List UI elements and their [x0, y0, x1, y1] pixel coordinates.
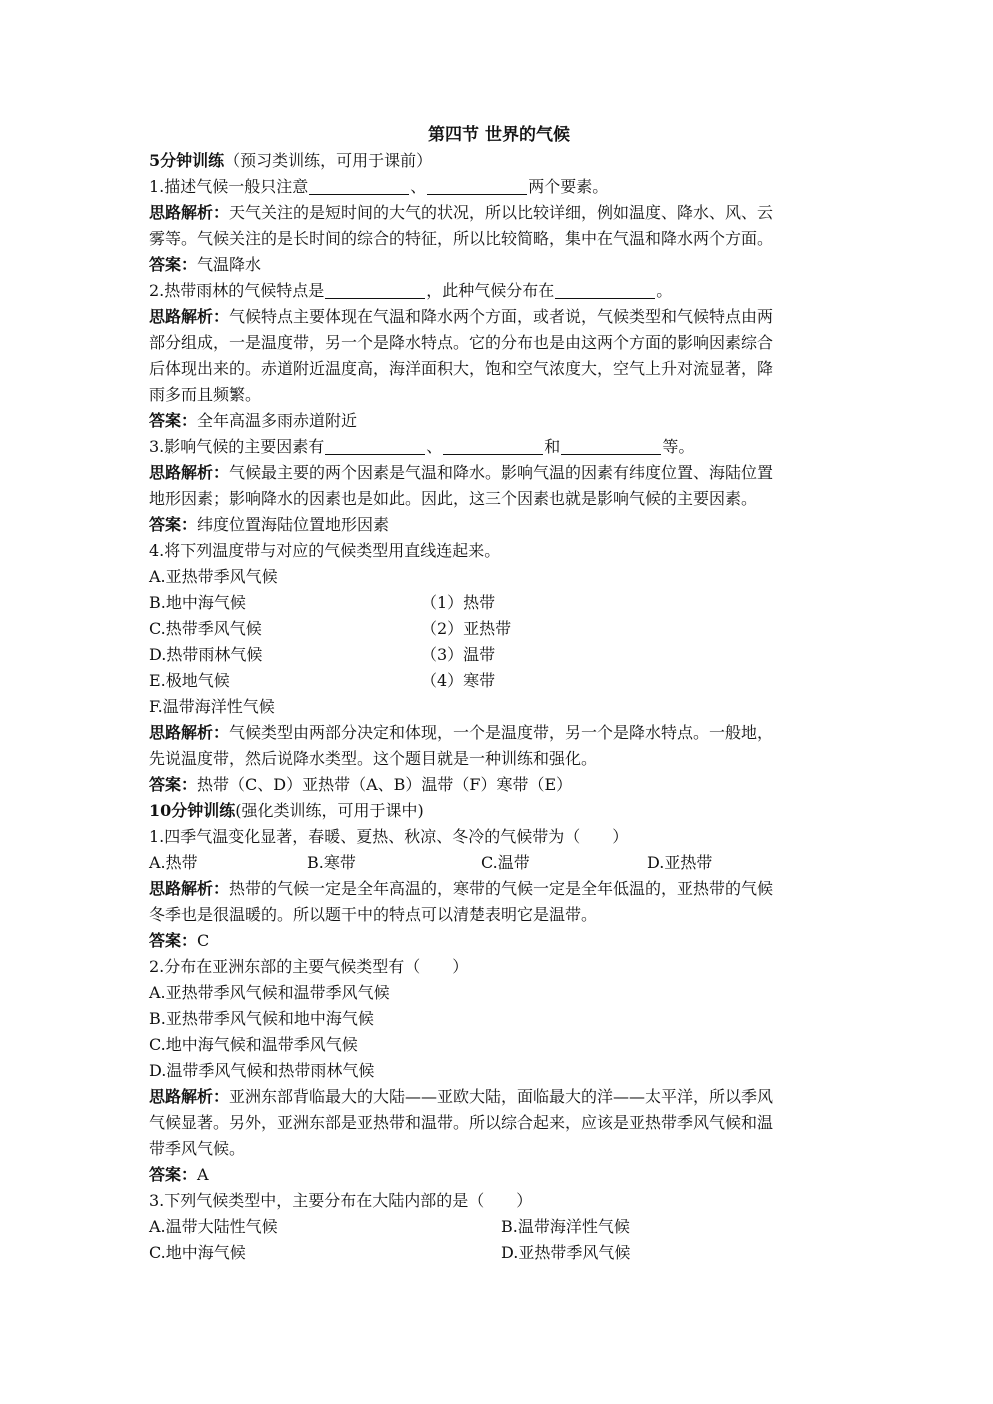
question-text: 2.热带雨林的气候特点是 [149, 281, 325, 300]
option-item: D.热带雨林气候 [149, 645, 263, 664]
analysis-line [149, 304, 849, 330]
analysis-line [149, 876, 849, 902]
analysis-line [149, 460, 849, 486]
answer-label: 答案： [149, 775, 198, 794]
section-heading-10min [149, 798, 849, 824]
analysis-text: 天气关注的是短时间的大气的状况，所以比较详细，例如温度、降水、风、云 [229, 203, 774, 222]
match-target: （1）热带 [421, 593, 496, 612]
option-item: D.亚热带 [647, 853, 713, 872]
option-item: C.温带 [481, 853, 530, 872]
analysis-text: 气候类型由两部分决定和体现，一个是温度带，另一个是降水特点。一般地， [229, 723, 774, 742]
answer-label: 答案： [149, 255, 198, 274]
analysis-label: 思路解析： [149, 307, 230, 326]
analysis-line: 冬季也是很温暖的。所以题干中的特点可以清楚表明它是温带。 [149, 905, 598, 924]
answer-label: 答案： [149, 411, 198, 430]
answer-text: A [197, 1165, 209, 1184]
question-2: 2.分布在亚洲东部的主要气候类型有（ ） [149, 957, 469, 976]
answer-line [149, 1162, 849, 1188]
answer-label: 答案： [149, 931, 198, 950]
question-4: 4.将下列温度带与对应的气候类型用直线连起来。 [149, 541, 501, 560]
question-3: 3.下列气候类型中，主要分布在大陆内部的是（ ） [149, 1191, 533, 1210]
question-text: 1.描述气候一般只注意 [149, 177, 309, 196]
question-3 [149, 434, 849, 460]
answer-text: 气温降水 [197, 255, 262, 274]
option-item: A.温带大陆性气候 [149, 1217, 278, 1236]
question-text: ，此种气候分布在 [426, 281, 555, 300]
answer-blank [309, 178, 409, 195]
answer-blank [561, 438, 661, 455]
answer-blank [555, 282, 655, 299]
analysis-label: 思路解析： [149, 463, 230, 482]
analysis-text: 亚洲东部背临最大的大陆——亚欧大陆，面临最大的洋——太平洋，所以季风 [229, 1087, 774, 1106]
answer-line [149, 928, 849, 954]
section-heading-label: 10分钟训练 [149, 801, 236, 820]
document-page [149, 122, 849, 1266]
option-item: B.寒带 [307, 853, 356, 872]
analysis-line [149, 1084, 849, 1110]
matching-row [149, 590, 849, 616]
section-heading-label: 5分钟训练 [149, 151, 225, 170]
section-heading-note: (强化类训练，可用于课中) [235, 801, 424, 820]
answer-text: C [197, 931, 210, 950]
question-text: 3.影响气候的主要因素有 [149, 437, 325, 456]
answer-text: 全年高温多雨赤道附近 [197, 411, 358, 430]
question-1 [149, 174, 849, 200]
analysis-label: 思路解析： [149, 203, 230, 222]
option-item: D.温带季风气候和热带雨林气候 [149, 1061, 375, 1080]
answer-line [149, 252, 849, 278]
analysis-label: 思路解析： [149, 879, 230, 898]
section-heading-5min [149, 148, 849, 174]
question-text: 、 [426, 437, 443, 456]
analysis-line: 雨多而且频繁。 [149, 385, 262, 404]
analysis-text: 气候特点主要体现在气温和降水两个方面，或者说，气候类型和气候特点由两 [229, 307, 774, 326]
match-target: （2）亚热带 [421, 619, 512, 638]
option-item: A.热带 [149, 853, 198, 872]
option-item: C.地中海气候和温带季风气候 [149, 1035, 358, 1054]
analysis-text: 气候最主要的两个因素是气温和降水。影响气温的因素有纬度位置、海陆位置 [229, 463, 774, 482]
question-text: 两个要素。 [528, 177, 609, 196]
answer-label: 答案： [149, 1165, 198, 1184]
match-target: （4）寒带 [421, 671, 496, 690]
answer-blank [427, 178, 527, 195]
option-item: B.地中海气候 [149, 593, 246, 612]
analysis-line: 先说温度带，然后说降水类型。这个题目就是一种训练和强化。 [149, 749, 598, 768]
answer-text: 热带（C、D）亚热带（A、B）温带（F）寒带（E） [197, 775, 573, 794]
analysis-line [149, 200, 849, 226]
answer-line [149, 772, 849, 798]
option-item: A.亚热带季风气候 [149, 567, 278, 586]
options-row [149, 1214, 849, 1240]
matching-row [149, 668, 849, 694]
option-item: C.地中海气候 [149, 1243, 246, 1262]
option-item: B.温带海洋性气候 [501, 1217, 630, 1236]
section-heading-note: （预习类训练，可用于课前） [224, 151, 433, 170]
answer-blank [325, 282, 425, 299]
question-text: 等。 [662, 437, 695, 456]
analysis-label: 思路解析： [149, 723, 230, 742]
answer-blank [443, 438, 543, 455]
answer-line [149, 512, 849, 538]
matching-row [149, 642, 849, 668]
analysis-line: 雾等。气候关注的是长时间的综合的特征，所以比较简略，集中在气温和降水两个方面。 [149, 229, 774, 248]
answer-line [149, 408, 849, 434]
options-row [149, 850, 849, 876]
analysis-line: 部分组成，一是温度带，另一个是降水特点。它的分布也是由这两个方面的影响因素综合 [149, 333, 774, 352]
option-item: F.温带海洋性气候 [149, 697, 275, 716]
option-item: A.亚热带季风气候和温带季风气候 [149, 983, 390, 1002]
analysis-line: 后体现出来的。赤道附近温度高，海洋面积大，饱和空气浓度大，空气上升对流显著，降 [149, 359, 774, 378]
page-title: 第四节 世界的气候 [428, 125, 570, 145]
analysis-line: 带季风气候。 [149, 1139, 246, 1158]
option-item: D.亚热带季风气候 [501, 1243, 631, 1262]
options-row [149, 1240, 849, 1266]
analysis-line: 地形因素；影响降水的因素也是如此。因此，这三个因素也就是影响气候的主要因素。 [149, 489, 758, 508]
question-2 [149, 278, 849, 304]
option-item: C.热带季风气候 [149, 619, 262, 638]
answer-text: 纬度位置海陆位置地形因素 [197, 515, 390, 534]
question-text: 、 [410, 177, 427, 196]
question-1: 1.四季气温变化显著，春暖、夏热、秋凉、冬冷的气候带为（ ） [149, 827, 629, 846]
analysis-label: 思路解析： [149, 1087, 230, 1106]
analysis-line [149, 720, 849, 746]
question-text: 和 [544, 437, 561, 456]
matching-row [149, 616, 849, 642]
analysis-line: 气候显著。另外，亚洲东部是亚热带和温带。所以综合起来，应该是亚热带季风气候和温 [149, 1113, 774, 1132]
option-item: E.极地气候 [149, 671, 230, 690]
analysis-text: 热带的气候一定是全年高温的，寒带的气候一定是全年低温的，亚热带的气候 [229, 879, 774, 898]
answer-label: 答案： [149, 515, 198, 534]
match-target: （3）温带 [421, 645, 496, 664]
answer-blank [325, 438, 425, 455]
option-item: B.亚热带季风气候和地中海气候 [149, 1009, 374, 1028]
question-text: 。 [656, 281, 673, 300]
